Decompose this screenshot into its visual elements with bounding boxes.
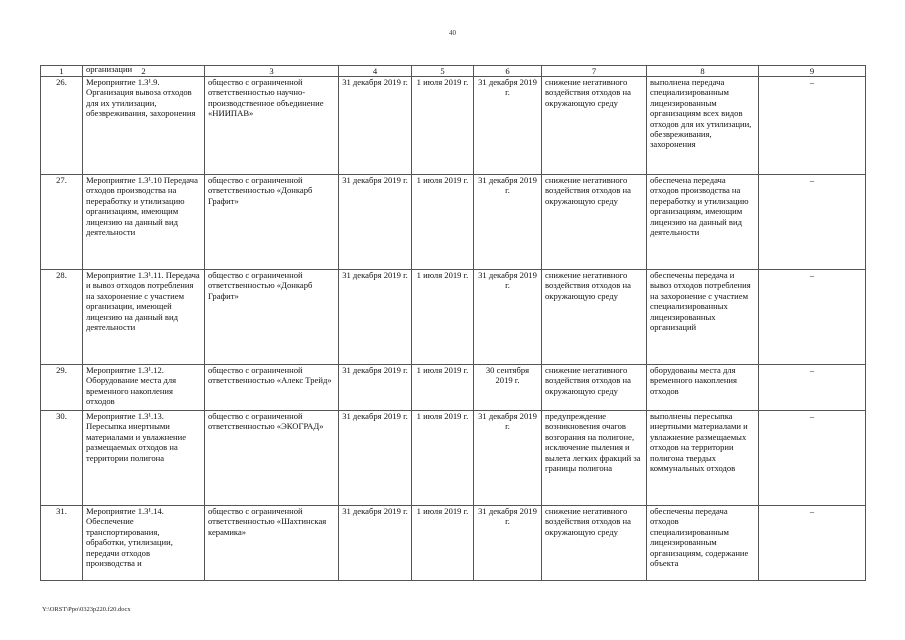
table-cell-effect [542,270,647,365]
cell-text: Мероприятие 1.3¹.10 Передача отходов производства на переработку и утилизацию организациям, имеющим лицензию на данный вид деятельности [86,175,198,238]
cell-text: Мероприятие 1.3¹.14. Обеспечение транспортирования, обработки, утилизации, передачи отходов производства и [86,506,173,569]
cell-text: общество с ограниченной ответственностью «Шахтинская керамика» [208,506,327,537]
cell-text: 30 сентября 2019 г. [485,365,530,386]
table-cell-num [41,77,83,175]
cell-text: Мероприятие 1.3¹.11. Передача и вывоз отходов потребления на захоронение с участием организации, имеющей лицензию на данный вид деятельности [86,270,200,333]
cell-text: – [809,175,815,185]
table-cell-date6 [474,411,542,506]
cell-text: 31 декабря 2019 г. [342,411,408,421]
table-cell-date6 [474,270,542,365]
cell-text: 31. [56,506,67,516]
table-cell-result [647,175,759,270]
table-cell-date4 [339,506,412,581]
column-header: 7 [542,66,647,77]
table-cell-date5 [412,411,474,506]
cell-text: 31 декабря 2019 г. [342,365,408,375]
cell-text: снижение негативного воздействия отходов на окружающую среду [545,77,631,108]
cell-text: 27. [56,175,67,185]
cell-text: 31 декабря 2019 г. [342,77,408,87]
cell-text: 1 июля 2019 г. [416,506,469,516]
table-cell-result [647,411,759,506]
table-cell-num [41,411,83,506]
table-cell-event [83,175,205,270]
table-cell-date4 [339,270,412,365]
table-cell-date6 [474,77,542,175]
cell-text: 31 декабря 2019 г. [478,77,537,98]
cell-text: Мероприятие 1.3¹.13. Пересыпка инертными материалами и увлажнение размещаемых отходов на территории полигона [86,411,187,463]
table-cell-col9 [759,506,866,581]
events-table [40,65,866,581]
column-header: 3 [205,66,339,77]
cell-text: обеспечены передача отходов специализированным лицензированным организациям, содержание объекта [650,506,749,569]
table-row [41,77,866,175]
table-cell-date6 [474,175,542,270]
table-row [41,270,866,365]
cell-text: общество с ограниченной ответственностью научно-производственное объединение «НИИПАВ» [208,77,324,119]
table-cell-event [83,365,205,411]
table-cell-date4 [339,77,412,175]
column-header: 9 [759,66,866,77]
cell-text: 31 декабря 2019 г. [342,175,408,185]
table-cell-event [83,270,205,365]
table-cell-col9 [759,77,866,175]
cell-text: 31 декабря 2019 г. [478,506,537,527]
cell-text: – [809,270,815,280]
table-cell-executor [205,365,339,411]
table-cell-num [41,175,83,270]
cell-text: 29. [56,365,67,375]
column-header: 8 [647,66,759,77]
table-cell-event [83,506,205,581]
cell-text: снижение негативного воздействия отходов на окружающую среду [545,270,631,301]
cell-text: 31 декабря 2019 г. [478,270,537,291]
table-cell-col9 [759,411,866,506]
cell-text: – [809,411,815,421]
continued-text: организации [86,64,133,74]
table-cell-num [41,270,83,365]
cell-text: 31 декабря 2019 г. [342,506,408,516]
cell-text: – [809,506,815,516]
table-cell-col9 [759,365,866,411]
table-cell-result [647,506,759,581]
table-cell-date4 [339,175,412,270]
table-cell-effect [542,175,647,270]
table-row [41,411,866,506]
cell-text: – [809,77,815,87]
cell-text: общество с ограниченной ответственностью «Алекс Трейд» [208,365,332,386]
column-header: 4 [339,66,412,77]
cell-text: 31 декабря 2019 г. [478,175,537,196]
cell-text: снижение негативного воздействия отходов на окружающую среду [545,365,631,396]
cell-text: выполнены пересыпка инертными материалами и увлажнение размещаемых отходов на территории полигона твердых коммунальных отходов [650,411,748,474]
cell-text: оборудованы места для временного накопления отходов [650,365,737,396]
file-path-footer: Y:\ORST\Ppo\0323p220.f20.docx [42,606,131,613]
table-cell-col9 [759,270,866,365]
cell-text: 31 декабря 2019 г. [478,411,537,432]
column-header: 6 [474,66,542,77]
column-header: 5 [412,66,474,77]
table-cell-date6 [474,365,542,411]
table-cell-effect [542,411,647,506]
table-cell-result [647,270,759,365]
table-cell-event [83,64,205,175]
cell-text: 1 июля 2019 г. [416,270,469,280]
table-cell-date5 [412,77,474,175]
table-cell-executor [205,411,339,506]
page-number: 40 [449,29,456,37]
cell-text: Мероприятие 1.3¹.9. Организация вывоза отходов для их утилизации, обезвреживания, захоронения [86,77,196,119]
cell-text: Мероприятие 1.3¹.12. Оборудование места для временного накопления отходов [86,365,177,407]
table-cell-num [41,365,83,411]
table-cell-effect [542,77,647,175]
cell-text: – [809,365,815,375]
cell-text: снижение негативного воздействия отходов на окружающую среду [545,175,631,206]
cell-text: 1 июля 2019 г. [416,411,469,421]
table-cell-date5 [412,506,474,581]
cell-text: общество с ограниченной ответственностью «Донкарб Графит» [208,270,313,301]
table-cell-effect [542,365,647,411]
cell-text: общество с ограниченной ответственностью «Донкарб Графит» [208,175,313,206]
table-cell-date5 [412,175,474,270]
table-cell-date4 [339,365,412,411]
table-cell-date6 [474,506,542,581]
cell-text: снижение негативного воздействия отходов на окружающую среду [545,506,631,537]
cell-text: 1 июля 2019 г. [416,77,469,87]
table-cell-date4 [339,411,412,506]
table-row [41,175,866,270]
table-cell-result [647,365,759,411]
table-row [41,506,866,581]
cell-text: 30. [56,411,67,421]
table-cell-executor [205,175,339,270]
table-cell-col9 [759,175,866,270]
table-cell-executor [205,506,339,581]
table-row [41,365,866,411]
table-cell-event [83,411,205,506]
table-cell-executor [205,270,339,365]
cell-text: 1 июля 2019 г. [416,175,469,185]
cell-text: 1 июля 2019 г. [416,365,469,375]
cell-text: 26. [56,77,67,87]
table-cell-num [41,506,83,581]
cell-text: 28. [56,270,67,280]
column-header: 2 [83,66,205,77]
cell-text: 31 декабря 2019 г. [342,270,408,280]
table-cell-effect [542,506,647,581]
column-header: 1 [41,66,83,77]
cell-text: общество с ограниченной ответственностью «ЭКОГРАД» [208,411,324,432]
cell-text: выполнена передача специализированным лицензированным организациям всех видов отходов для их утилизации, обезвреживания, захоронения [650,77,752,150]
table-cell-date5 [412,270,474,365]
table-cell-executor [205,77,339,175]
cell-text: обеспечена передача отходов производства на переработку и утилизацию организациям, имеющим лицензию на данный вид деятельности [650,175,749,238]
cell-text: предупреждение возникновения очагов возгорания на полигоне, исключение пыления и вылета легких фракций за границы полигона [545,411,641,474]
cell-text: обеспечены передача и вывоз отходов потребления на захоронение с участием специализированных лицензированных организаций [650,270,751,333]
table-cell-result [647,77,759,175]
table-cell-date5 [412,365,474,411]
